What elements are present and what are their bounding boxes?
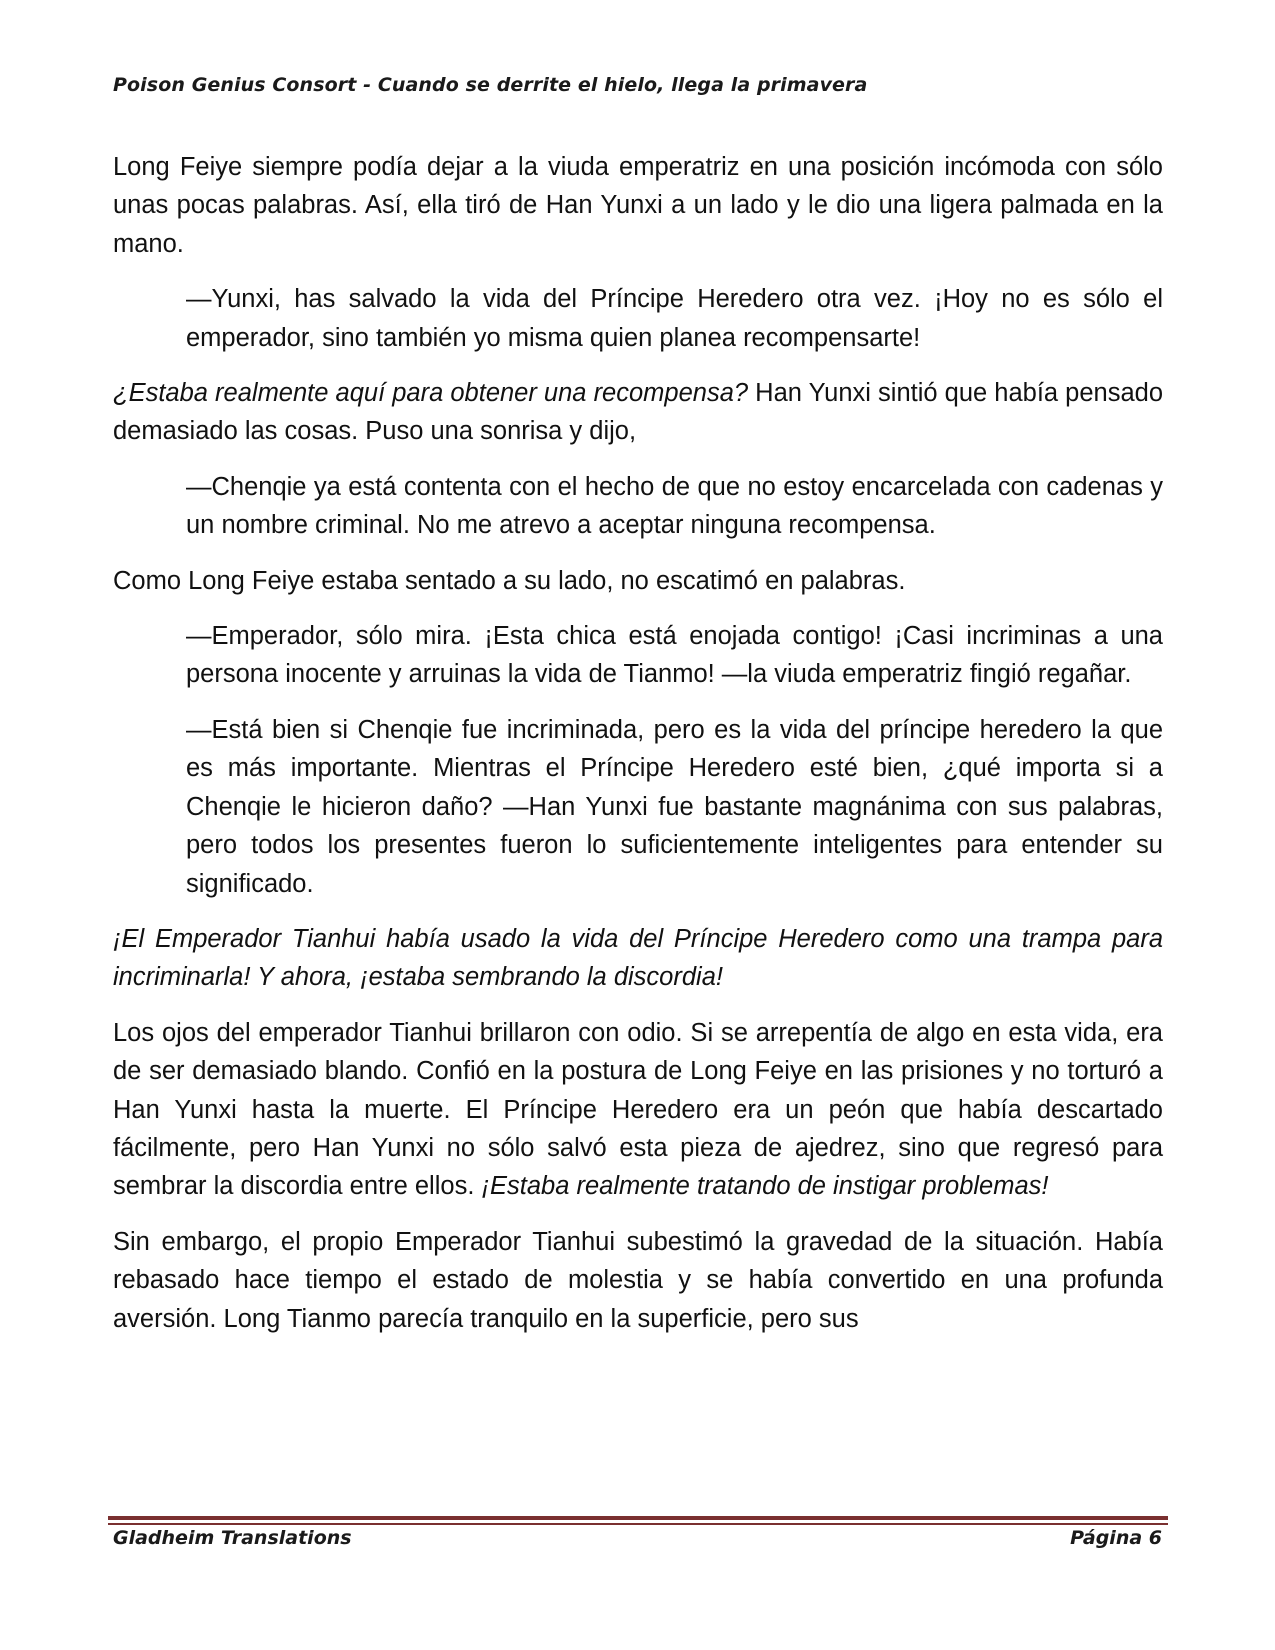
- running-header: Poison Genius Consort - Cuando se derrite el hielo, llega la primavera: [113, 74, 868, 96]
- dialogue-paragraph: [186, 711, 1163, 903]
- text-run: Han Yunxi sintió que había pensado demasiado las cosas. Puso una sonrisa y dijo,: [113, 379, 1164, 446]
- paragraph: [113, 920, 1163, 997]
- italic-text-run: ¡El Emperador Tianhui había usado la vida del Príncipe Heredero como una trampa para incriminarla! Y ahora, ¡estaba sembrando la discordia!: [113, 924, 1163, 992]
- italic-text-run: ¡Estaba realmente tratando de instigar problemas!: [474, 1172, 1049, 1201]
- text-run: Los ojos del emperador Tianhui brillaron con odio. Si se arrepentía de algo en esta vida, era de ser demasiado blando. Confió en la postura de Long Feiye en las prisiones y no torturó a Han Yunxi hasta la muerte. El Príncipe Heredero era un peón que había descartado fácilmente, pero Han Yunxi no sólo salvó esta pieza de ajedrez, sino que regresó para sembrar la discordia entre ellos.: [113, 1018, 1163, 1201]
- dialogue-paragraph: [186, 617, 1163, 694]
- paragraph: [113, 562, 1163, 600]
- text-run: Sin embargo, el propio Emperador Tianhui subestimó la gravedad de la situación. Había rebasado hace tiempo el estado de molestia y se había convertido en una profunda aversión. Long Tianmo parecía tranquilo en la superficie, pero sus: [113, 1227, 1163, 1333]
- text-run: Como Long Feiye estaba sentado a su lado, no escatimó en palabras.: [113, 566, 906, 595]
- page-number: Página 6: [1070, 1527, 1162, 1549]
- footer-rule-secondary: [108, 1523, 1168, 1525]
- paragraph: [113, 1014, 1163, 1206]
- text-run: —Está bien si Chenqie fue incriminada, pero es la vida del príncipe heredero la que es más importante. Mientras el Príncipe Heredero esté bien, ¿qué importa si a Chenqie le hicieron daño? —Han Yunxi fue bastante magnánima con sus palabras, pero todos los presentes fueron lo suficientemente inteligentes para entender su significado.: [186, 715, 1163, 898]
- footer-publisher: Gladheim Translations: [113, 1527, 352, 1549]
- text-run: —Emperador, sólo mira. ¡Esta chica está enojada contigo! ¡Casi incriminas a una persona inocente y arruinas la vida de Tianmo! —la viuda emperatriz fingió regañar.: [186, 622, 1163, 689]
- dialogue-paragraph: [186, 280, 1163, 357]
- dialogue-paragraph: [186, 468, 1163, 545]
- text-run: —Yunxi, has salvado la vida del Príncipe Heredero otra vez. ¡Hoy no es sólo el emperador, sino también yo misma quien planea recompensarte!: [186, 285, 1163, 352]
- footer-rule: [108, 1516, 1168, 1520]
- paragraph: [113, 374, 1163, 451]
- text-run: Long Feiye siempre podía dejar a la viuda emperatriz en una posición incómoda con sólo unas pocas palabras. Así, ella tiró de Han Yunxi a un lado y le dio una ligera palmada en la mano.: [113, 153, 1163, 258]
- paragraph: [113, 1223, 1163, 1338]
- text-run: —Chenqie ya está contenta con el hecho de que no estoy encarcelada con cadenas y un nombre criminal. No me atrevo a aceptar ninguna recompensa.: [186, 472, 1163, 540]
- paragraph: [113, 148, 1163, 263]
- italic-text-run: ¿Estaba realmente aquí para obtener una recompensa?: [113, 379, 749, 408]
- page-body: [113, 148, 1163, 1355]
